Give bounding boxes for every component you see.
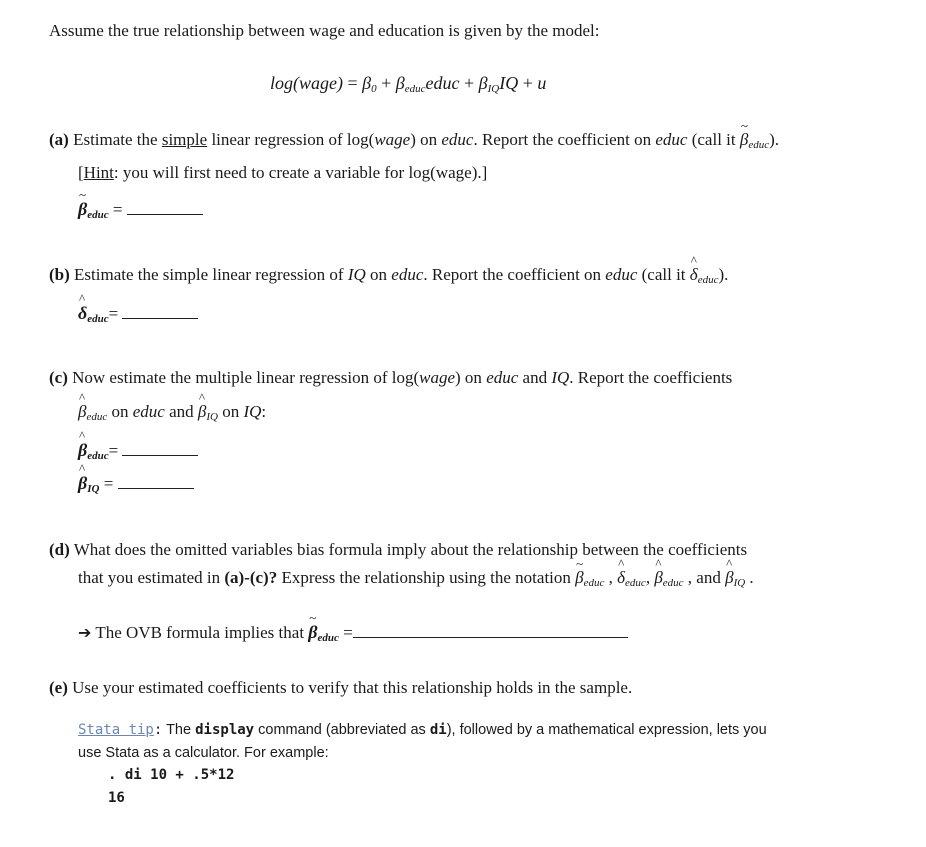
question-a: (a) Estimate the simple linear regression of log(wage) on educ. Report the coefficient on educ (call it ~ βeduc). xyxy=(49,118,780,151)
hint-text: [Hint: you will first need to create a variable for log(wage).] xyxy=(78,163,488,182)
beta-tilde-symbol: ~ β xyxy=(739,118,749,149)
question-d: (d) What does the omitted variables bias formula imply about the relationship between the coefficients xyxy=(49,540,748,559)
answer-a: ~ βeduc = xyxy=(78,199,203,220)
answer-c-iq: ^ βIQ = xyxy=(78,473,194,494)
question-c: (c) Now estimate the multiple linear regression of log(wage) on educ and IQ. Report the coefficients xyxy=(49,368,733,387)
question-e: (e) Use your estimated coefficients to verify that this relationship holds in the sample. xyxy=(49,678,633,697)
ovb-implication: ➔ The OVB formula implies that ~ βeduc = xyxy=(78,622,628,643)
answer-a-blank[interactable] xyxy=(127,213,203,215)
stata-tip-line2: use Stata as a calculator. For example: xyxy=(78,745,329,761)
question-d-line2: that you estimated in (a)-(c)? Express the relationship using the notation ~ βeduc , ^ δeduc, ^ βeduc , and ^ βIQ . xyxy=(78,556,754,589)
question-b: (b) Estimate the simple linear regression of IQ on educ. Report the coefficient on educ (call it ^ δeduc). xyxy=(49,253,729,286)
answer-c-iq-blank[interactable] xyxy=(118,487,194,489)
answer-b: ^ δeduc= xyxy=(78,303,198,324)
arrow-right-icon: ➔ xyxy=(78,623,92,642)
code-command: . di 10 + .5*12 xyxy=(108,767,235,783)
question-c-line2: ^ βeduc on educ and ^ βIQ on IQ: xyxy=(78,390,267,423)
intro-text: Assume the true relationship between wage and education is given by the model: xyxy=(49,21,600,40)
answer-b-blank[interactable] xyxy=(122,317,198,319)
code-output: 16 xyxy=(108,790,125,806)
model-equation: log(wage) = β0 + βeduceduc + βIQIQ + u xyxy=(270,73,547,95)
stata-tip-label: Stata tip xyxy=(78,722,154,738)
answer-c-educ-blank[interactable] xyxy=(122,454,198,456)
ovb-blank[interactable] xyxy=(353,636,628,638)
stata-tip: Stata tip: The display command (abbreviated as di), followed by a mathematical expression, lets you xyxy=(78,722,767,738)
answer-c-educ: ^ βeduc= xyxy=(78,440,198,461)
